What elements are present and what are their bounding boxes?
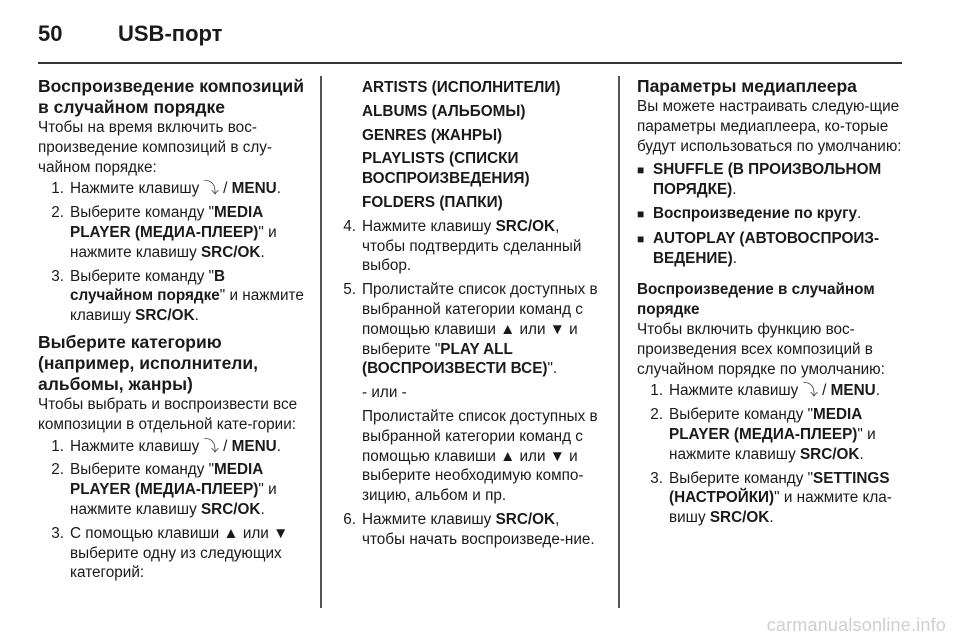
heading-shuffle: Воспроизведение композиций в случайном порядке — [38, 76, 304, 117]
steps-continued — [330, 217, 606, 379]
list-item: ■ Воспроизведение по кругу. — [637, 204, 907, 225]
back-icon: ⤵ — [203, 180, 219, 198]
category-item: ALBUMS (АЛЬБОМЫ) — [362, 102, 526, 120]
back-icon: ⤵ — [802, 382, 818, 400]
list-item: 2. Выберите команду "MEDIA PLAYER (МЕДИА-ПЛЕЕР)" и нажмите клавишу SRC/OK. — [51, 461, 277, 518]
paragraph-shuffle-default: Чтобы включить функцию вос-произведения всех композиций в случайном порядке по умолчанию: — [637, 320, 885, 378]
steps-shuffle — [38, 179, 310, 326]
list-item: ■ SHUFFLE (В ПРОИЗВОЛЬНОМ ПОРЯДКЕ). — [637, 161, 882, 199]
list-item: 3. Выберите команду "В случайном порядке" и нажмите клавишу SRC/OK. — [51, 267, 304, 325]
category-item: GENRES (ЖАНРЫ) — [362, 126, 503, 144]
bullet-icon: ■ — [637, 206, 645, 221]
page-header — [38, 14, 222, 54]
column-3 — [637, 70, 907, 532]
column-divider-1 — [320, 76, 322, 608]
bullet-icon: ■ — [637, 163, 645, 178]
list-item: 1. Нажмите клавишу ⤵ / MENU. — [51, 180, 281, 198]
bullet-icon: ■ — [637, 231, 645, 246]
alternative-text: Пролистайте список доступных в выбранной категории команд с помощью клавиши ▲ или ▼ и выберите необходимую компо-зицию, альбом и пр. — [362, 407, 598, 505]
steps-category — [38, 437, 310, 584]
heading-player-settings: Параметры медиаплеера — [637, 76, 857, 96]
paragraph-category-intro: Чтобы выбрать и воспроизвести все композиции в отдельной кате-гории: — [38, 395, 298, 433]
heading-shuffle-default: Воспроизведение в случайном порядке — [637, 281, 875, 319]
column-divider-2 — [618, 76, 620, 608]
list-item: 4. Нажмите клавишу SRC/OK, чтобы подтвердить сделанный выбор. — [343, 217, 582, 275]
list-item: 3. С помощью клавиши ▲ или ▼ выберите одну из следующих категорий: — [51, 524, 289, 582]
category-list — [330, 78, 606, 213]
list-item: 1. Нажмите клавишу ⤵ / MENU. — [650, 382, 880, 400]
column-1 — [38, 70, 310, 587]
category-item: PLAYLISTS (СПИСКИ ВОСПРОИЗВЕДЕНИЯ) — [362, 150, 530, 188]
back-icon: ⤵ — [203, 437, 219, 455]
paragraph-settings-intro: Вы можете настраивать следую-щие параметры медиаплеера, ко-торые будут использоваться по умолчанию: — [637, 98, 902, 155]
list-item: 5. Пролистайте список доступных в выбранной категории команд с помощью клавиши ▲ или ▼ и выберите "PLAY ALL (ВОСПРОИЗВЕСТИ ВСЕ)". — [343, 281, 598, 378]
list-item: 6. Нажмите клавишу SRC/OK, чтобы начать воспроизведе-ние. — [343, 510, 595, 548]
category-item: ARTISTS (ИСПОЛНИТЕЛИ) — [362, 79, 561, 96]
list-item: ■ AUTOPLAY (АВТОВОСПРОИЗ-ВЕДЕНИЕ). — [637, 229, 880, 267]
category-item: FOLDERS (ПАПКИ) — [362, 193, 503, 211]
heading-category: Выберите категорию (например, исполнители, альбомы, жанры) — [38, 331, 259, 394]
list-item: 3. Выберите команду "SETTINGS (НАСТРОЙКИ)" и нажмите кла-вишу SRC/OK. — [650, 469, 892, 527]
paragraph-shuffle-intro: Чтобы на время включить вос-произведение композиций в слу-чайном порядке: — [38, 119, 273, 176]
column-2 — [330, 70, 606, 554]
steps-shuffle-default — [637, 381, 907, 528]
alternative-block — [330, 383, 606, 506]
list-item: 2. Выберите команду "MEDIA PLAYER (МЕДИА-ПЛЕЕР)" и нажмите клавишу SRC/OK. — [650, 406, 876, 463]
header-rule — [38, 62, 902, 64]
or-separator: - или - — [362, 384, 407, 402]
settings-bullets — [637, 160, 907, 268]
list-item: 1. Нажмите клавишу ⤵ / MENU. — [51, 437, 281, 455]
watermark: carmanualsonline.info — [766, 615, 946, 635]
list-item: 2. Выберите команду "MEDIA PLAYER (МЕДИА-ПЛЕЕР)" и нажмите клавишу SRC/OK. — [51, 204, 277, 261]
section-title: USB-порт — [118, 21, 223, 46]
page-number: 50 — [38, 21, 63, 46]
steps-final — [330, 510, 606, 550]
